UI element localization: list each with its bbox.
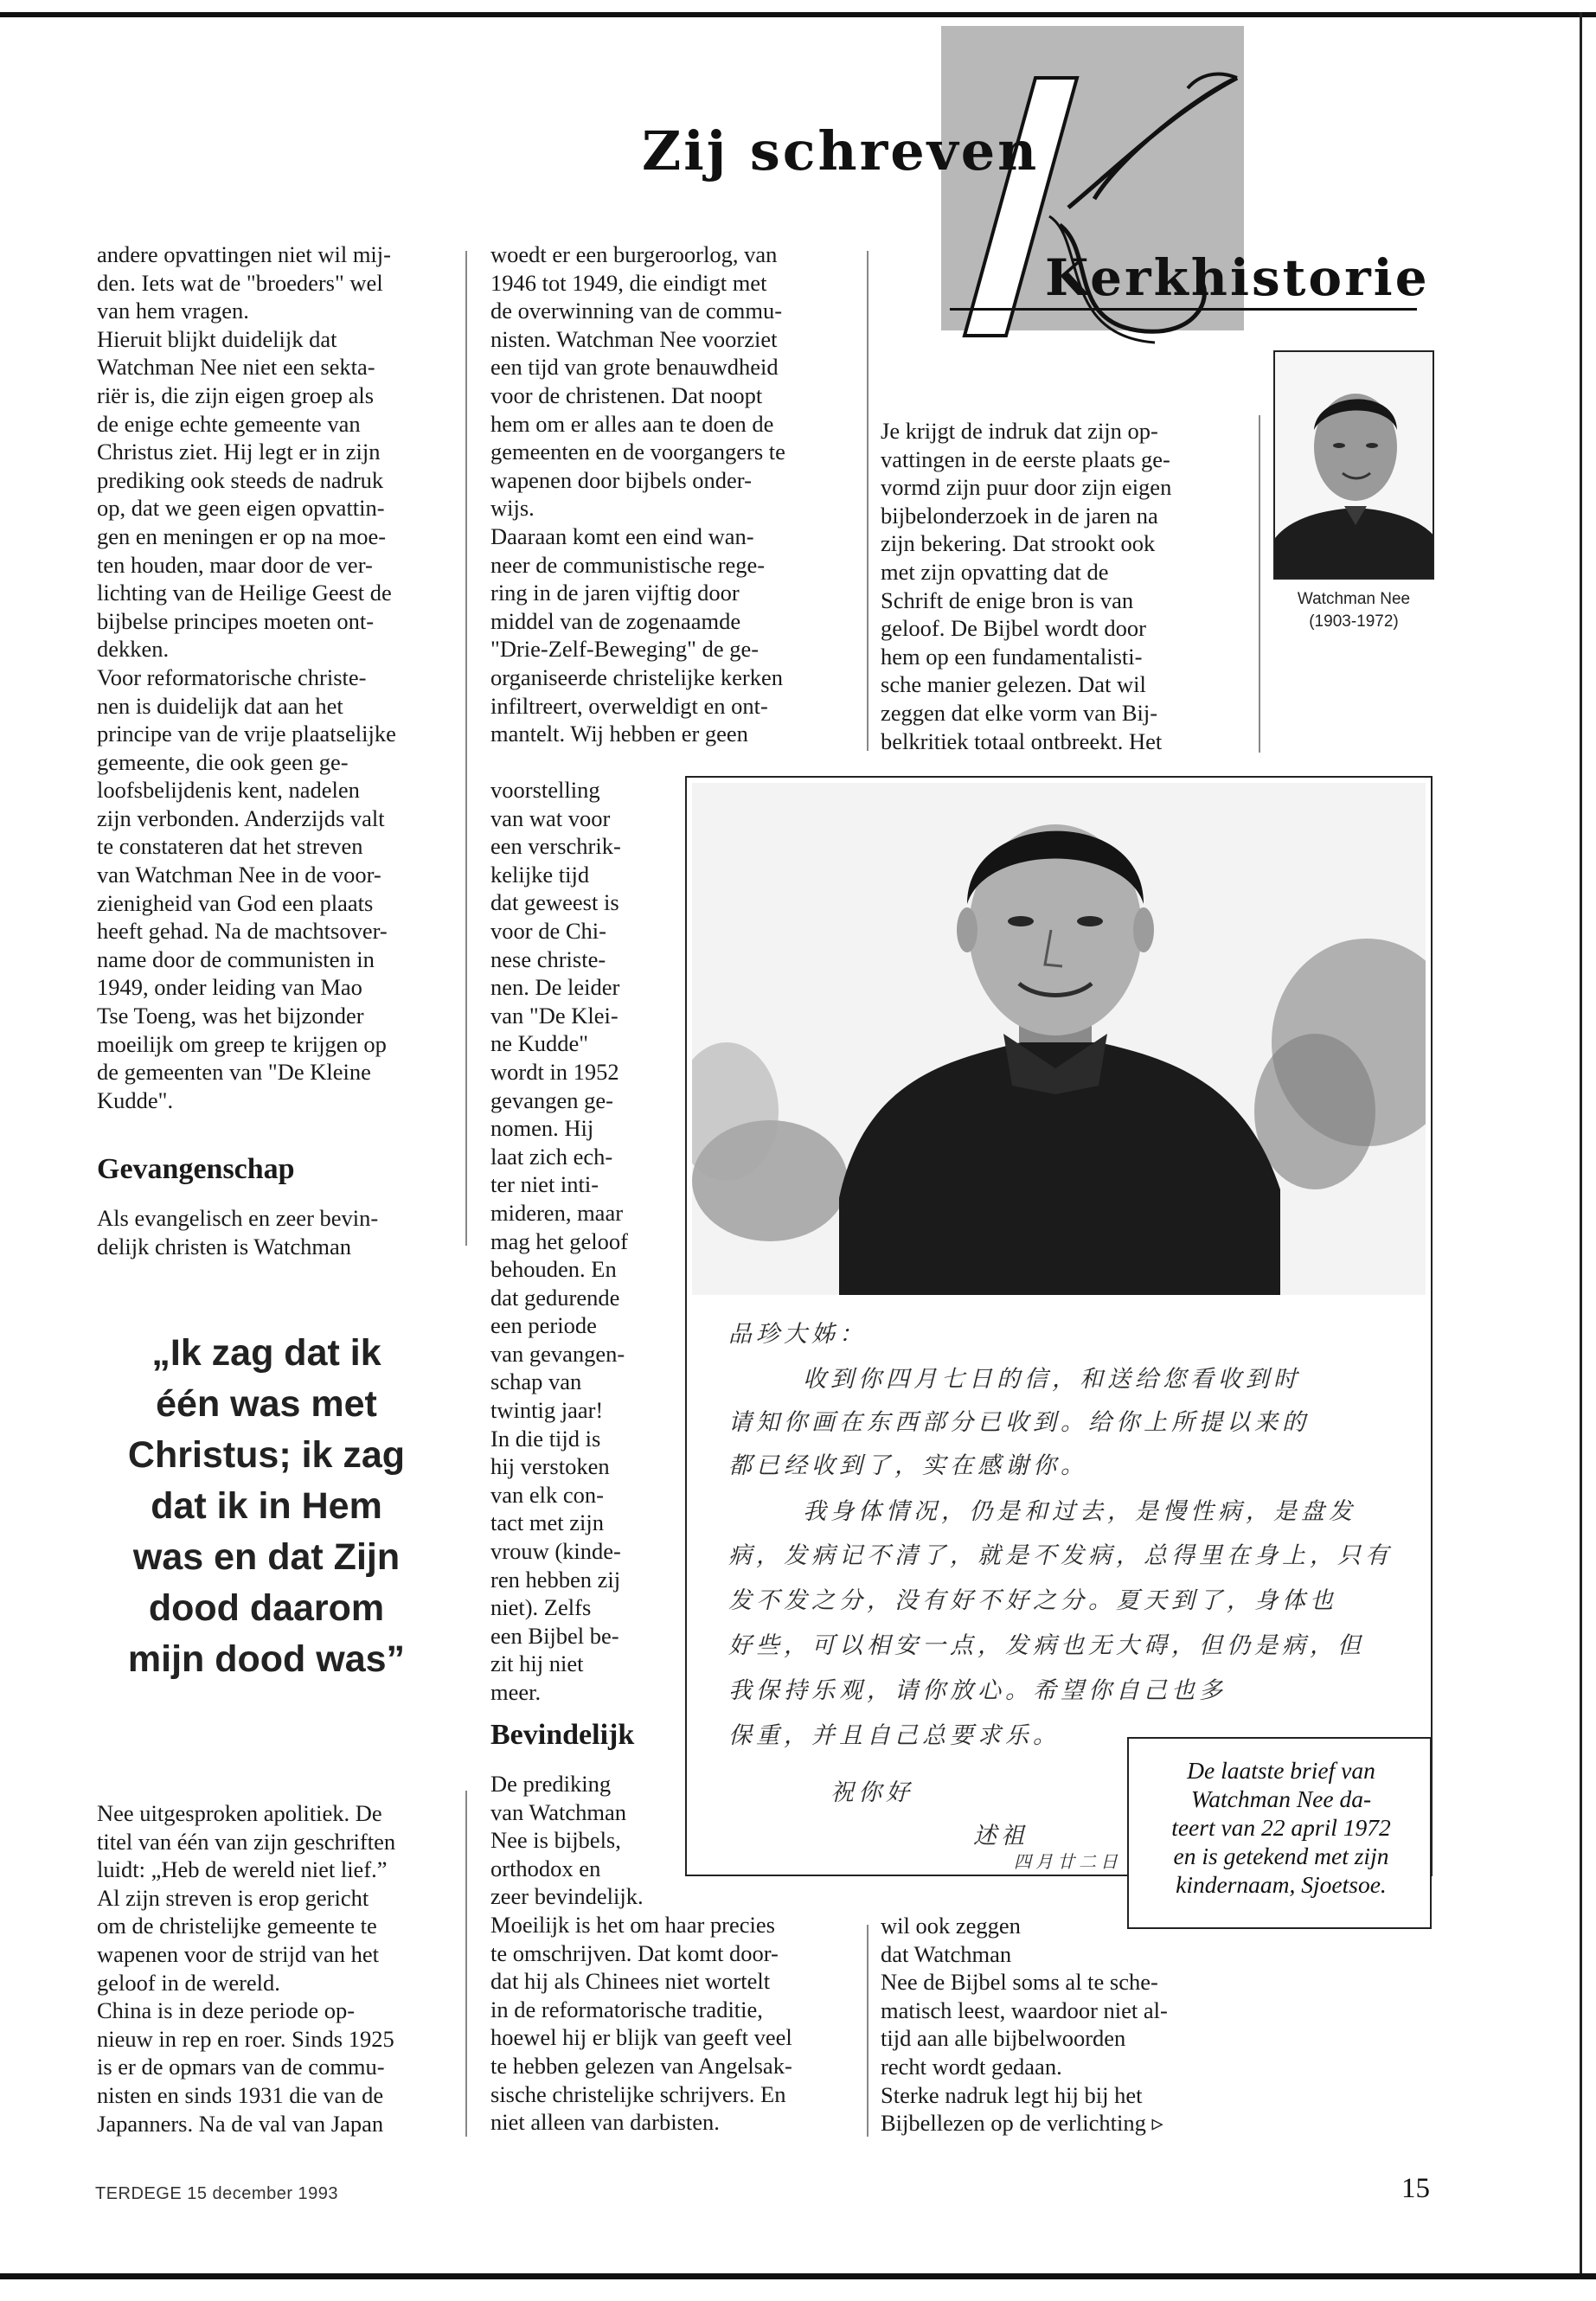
portrait-photo-small [1273,350,1434,580]
letter-line: 保重，并且自己总要求乐。 [728,1722,1061,1749]
column-1-top [97,240,452,1114]
paragraph: Hieruit blijkt duidelijk dat Watchman Nee niet een sekta- riër is, die zijn eigen groep als de enige echte gemeente van Christus ziet. Hij legt er in zijn prediking ook steeds de nadruk op, dat we geen eigen opvattin- gen en meningen er op na moe- ten houden, maar door de ver- lichting van de Heilige Geest de bijbelse principes moeten ont- dekken. [97,325,392,663]
letter-line: 病，发病记不清了，就是不发病，总得里在身上，只有 [728,1542,1393,1569]
column-1-after-heading: Als evangelisch en zeer bevin- delijk christen is Watchman [97,1205,379,1259]
paragraph: Voor reformatorische christe- nen is duidelijk dat aan het principe van de vrije plaatselijke gemeente, die ook geen ge- loofsbelijdenis kent, nadelen zijn verbonden. Anderzijds valt te constateren dat het streven van Watchman Nee in de voor- zienigheid van God een plaats heeft gehad. Na de machtsover- name door de communisten in 1949, onder leiding van Mao Tse Toeng, was het bijzonder moeilijk om greep te krijgen op de gemeenten van "De Kleine Kudde". [97,663,396,1113]
column-2-after-heading: De prediking van Watchman Nee is bijbels, orthodox en zeer bevindelijk. Moeilijk is het om haar precies te omschrijven. Dat komt door- dat hij als Chinees niet wortelt in de reformatorische traditie, hoewel hij er blijk van geeft veel te hebben gelezen van Angelsak- sische christelijke schrijvers. En niet alleen van darbisten. [490,1771,792,2136]
letter-line: 我保持乐观，请你放心。希望你自己也多 [728,1677,1227,1704]
bottom-rule [0,2273,1596,2279]
top-rule [0,12,1596,17]
footer-publication: TERDEGE 15 december 1993 [95,2184,339,2203]
letter-line: 发不发之分，没有好不好之分。夏天到了，身体也 [728,1587,1337,1614]
letter-signature: 述祖 [973,1823,1029,1849]
heading-gevangenschap: Gevangenschap [97,1153,295,1185]
column-2-narrow: voorstelling van wat voor een verschrik- kelijke tijd dat geweest is voor de Chi- nese christe- nen. De leider van "De Klei- ne Kudde" wordt in 1952 gevangen ge- nomen. Hij laat zich ech- ter niet inti- mideren, maar mag het geloof behouden. En dat gedurende een periode van gevangen- schap van twintig jaar! In die tijd is hij verstoken van elk con- tact met zijn vrouw (kinde- ren hebben zij niet). Zelfs een Bijbel be- zit hij niet meer. [490,777,628,1705]
column-divider [465,251,467,1246]
column-divider [1259,415,1260,753]
column-2-top: woedt er een burgeroorlog, van 1946 tot 1949, die eindigt met de overwinning van de commu- nisten. Watchman Nee voorziet een tijd van grote benauwdheid voor de christenen. Dat noopt hem om er alles aan te doen de gemeenten en de voorgangers te wapenen door bijbels onder- wijs. Daaraan komt een eind wan- neer de communistische rege- ring in de jaren vijftig door middel van de zogenaamde "Drie-Zelf-Beweging" de ge- organiseerde christelijke kerken infiltreert, overweldigt en ont- mantelt. Wij hebben er geen [490,241,785,747]
pull-quote: „Ik zag dat ik één was met Christus; ik zag dat ik in Hem was en dat Zijn dood daarom mijn dood was” [127,1332,406,1680]
right-rule [1580,12,1582,2277]
column-3-top: Je krijgt de indruk dat zijn op- vattingen in de eerste plaats ge- vormd zijn puur door zijn eigen bijbelonderzoek in de jaren na zijn bekering. Dat strookt ook met zijn opvatting dat de Schrift de enige bron is van geloof. De Bijbel wordt door hem op een fundamentalisti- sche manier gelezen. Dat wil zeggen dat elke vorm van Bij- belkritiek totaal ontbreekt. Het [881,418,1172,754]
column-divider [867,1925,869,2137]
masthead-subtitle: Kerkhistorie [1045,248,1430,307]
letter-line: 收到你四月七日的信，和送给您看收到时 [803,1366,1301,1393]
letter-line: 品珍大姊： [728,1321,867,1348]
letter-line: 我身体情况，仍是和过去，是慢性病，是盘发 [803,1498,1356,1525]
page-number: 15 [1401,2173,1430,2204]
masthead-title: Zij schreven [642,119,1040,183]
letter-line: 都已经收到了，实在感谢你。 [728,1452,1088,1479]
column-divider [867,251,869,751]
column-1-bottom: Nee uitgesproken apolitiek. De titel van één van zijn geschriften luidt: „Heb de wereld niet lief.” Al zijn streven is erop gericht om de christelijke gemeente te wapenen voor de strijd van het geloof in de wereld. China is in deze periode op- nieuw in rep en roer. Sinds 1925 is er de opmars van de commu- nisten en sinds 1931 die van de Japanners. Na de val van Japan [97,1800,396,2137]
letter-line: 请知你画在东西部分已收到。给你上所提以来的 [728,1409,1310,1436]
column-divider [465,1791,467,2137]
masthead-underline [950,308,1417,311]
heading-bevindelijk: Bevindelijk [490,1719,635,1751]
paragraph: andere opvattingen niet wil mij- den. Iets wat de "broeders" wel van hem vragen. [97,241,391,324]
letter-date: 四月廿二日 [1014,1851,1122,1872]
letter-caption: De laatste brief van Watchman Nee da- teert van 22 april 1972 en is getekend met zijn kindernaam, Sjoetsoe. [1171,1757,1391,1898]
portrait-photo-large [692,783,1426,1295]
portrait-caption: Watchman Nee (1903-1972) [1297,590,1411,631]
letter-line: 祝你好 [830,1779,913,1806]
letter-line: 好些，可以相安一点，发病也无大碍，但仍是病，但 [728,1632,1365,1659]
column-3-bottom: wil ook zeggen dat Watchman Nee de Bijbel soms al te sche- matisch leest, waardoor niet al- tijd aan alle bijbelwoorden recht wordt gedaan. Sterke nadruk legt hij bij het Bijbellezen op de verlichting ▹ [881,1913,1168,2137]
